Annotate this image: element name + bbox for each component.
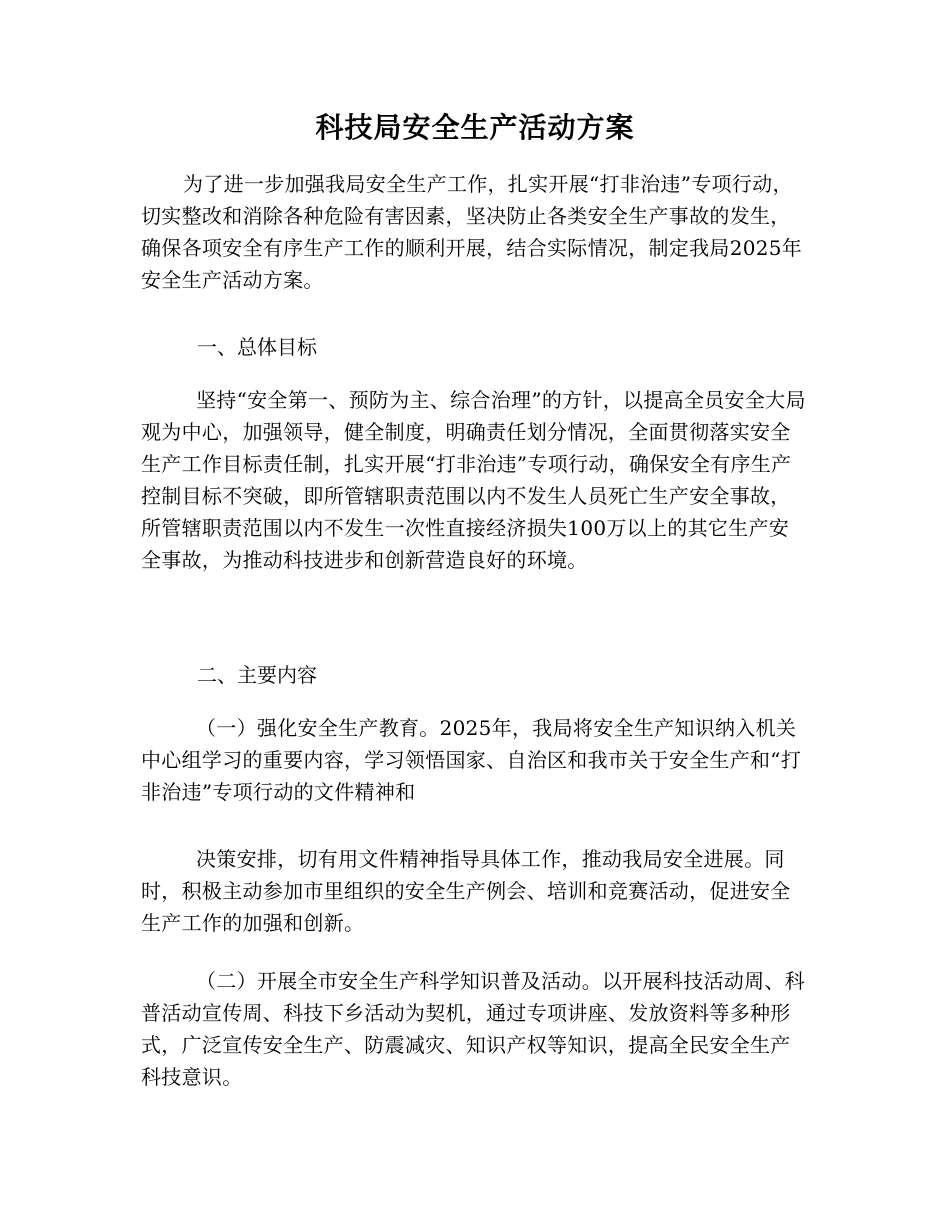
- item-science-popularization-paragraph: （二）开展全市安全生产科学知识普及活动。以开展科技活动周、科普活动宣传周、科技下乡活动为契机，通过专项讲座、发放资料等多种形式，广泛宣传安全生产、防震减灾、知识产权等知识，提高全民安全生产科技意识。: [141, 969, 805, 1089]
- overall-goals-paragraph: 坚持“安全第一、预防为主、综合治理”的方针，以提高全员安全大局观为中心，加强领导，健全制度，明确责任划分情况，全面贯彻落实安全生产工作目标责任制，扎实开展“打非治违”专项行动，确保安全有序生产控制目标不突破，即所管辖职责范围以内不发生人员死亡生产安全事故，所管辖职责范围以内不发生一次性直接经济损失100万以上的其它生产安全事故，为推动科技进步和创新营造良好的环境。: [141, 388, 806, 572]
- item-safety-education-paragraph: （一）强化安全生产教育。2025年，我局将安全生产知识纳入机关中心组学习的重要内容，学习领悟国家、自治区和我市关于安全生产和“打非治违”专项行动的文件精神和: [141, 716, 802, 804]
- section-heading-main-content: 二、主要内容: [197, 663, 317, 687]
- item-safety-education-continuation: 决策安排，切有用文件精神指导具体工作，推动我局安全进展。同时，积极主动参加市里组织的安全生产例会、培训和竞赛活动，促进安全生产工作的加强和创新。: [141, 847, 791, 935]
- intro-paragraph: 为了进一步加强我局安全生产工作，扎实开展“打非治违”专项行动，切实整改和消除各种危险有害因素，坚决防止各类安全生产事故的发生，确保各项安全有序生产工作的顺利开展，结合实际情况，制定我局2025年安全生产活动方案。: [141, 172, 803, 292]
- document-title: 科技局安全生产活动方案: [315, 111, 635, 144]
- section-heading-overall-goals: 一、总体目标: [197, 335, 317, 359]
